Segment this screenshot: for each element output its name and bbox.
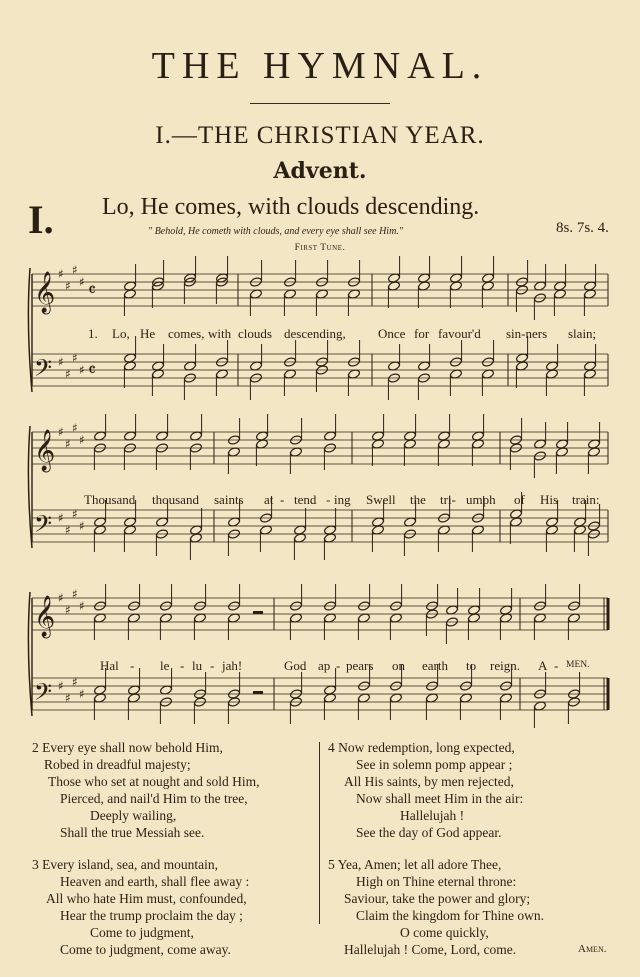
lyric-syllable: descending, xyxy=(284,326,346,341)
verse-line-right: 4 Now redemption, long expected, xyxy=(328,740,515,755)
lyric-syllable: - xyxy=(180,658,185,673)
lyric-syllable: lu xyxy=(192,658,203,673)
lyric-syllable: of xyxy=(514,492,525,507)
lyric-syllable: MEN. xyxy=(566,660,590,670)
key-signature-sharp-icon: ♯ xyxy=(72,263,78,277)
lyric-syllable: reign. xyxy=(490,658,520,673)
verse-line-left: 3 Every island, sea, and mountain, xyxy=(32,857,218,872)
lyric-syllable: He xyxy=(140,326,156,341)
lyric-syllable: Hal xyxy=(100,658,119,673)
lyric-syllable: clouds xyxy=(238,326,272,341)
lyric-syllable: thousand xyxy=(152,492,199,507)
verse-column-divider xyxy=(319,742,320,924)
lyric-syllable: - xyxy=(336,658,341,673)
verse-line-right: O come quickly, xyxy=(400,925,489,940)
lyric-syllable: His xyxy=(540,492,559,507)
verse-line-left: Shall the true Messiah see. xyxy=(60,825,205,840)
key-signature-sharp-icon: ♯ xyxy=(72,421,78,435)
verse-line-right: See in solemn pomp appear ; xyxy=(356,757,513,772)
key-signature-sharp-icon: ♯ xyxy=(58,425,64,439)
lyric-syllable: for xyxy=(414,326,430,341)
key-signature-sharp-icon: ♯ xyxy=(65,691,71,705)
lyric-syllable: - xyxy=(280,492,285,507)
key-signature-sharp-icon: ♯ xyxy=(79,363,85,377)
lyric-syllable: - xyxy=(130,658,135,673)
lyric-syllable: comes, xyxy=(168,326,205,341)
verse-line-right: Hallelujah ! xyxy=(400,808,465,823)
key-signature-sharp-icon: ♯ xyxy=(79,519,85,533)
lyric-syllable: train: xyxy=(572,492,600,507)
lyric-syllable: earth xyxy=(422,658,448,673)
verse-line-left: Pierced, and nail'd Him to the tree, xyxy=(60,791,248,806)
verse-line-left: Hear the trump proclaim the day ; xyxy=(60,908,243,923)
key-signature-sharp-icon: ♯ xyxy=(65,367,71,381)
hymn-title: Lo, He comes, with clouds descending. xyxy=(102,194,480,220)
verse-line-left: 2 Every eye shall now behold Him, xyxy=(32,740,223,755)
lyric-syllable: pears xyxy=(346,658,374,673)
verse-line-right: Hallelujah ! Come, Lord, come. xyxy=(344,942,517,957)
verse-line-right: All His saints, by men rejected, xyxy=(344,774,514,789)
key-signature-sharp-icon: ♯ xyxy=(65,279,71,293)
verse-line-left: Come to judgment, xyxy=(90,925,194,940)
key-signature-sharp-icon: ♯ xyxy=(79,275,85,289)
verse-line-left: All who hate Him must, confounded, xyxy=(46,891,247,906)
verse-line-right: Now shall meet Him in the air: xyxy=(356,791,524,806)
common-time-icon: 𝄴 xyxy=(88,280,97,301)
lyric-syllable: Thousand xyxy=(84,492,136,507)
key-signature-sharp-icon: ♯ xyxy=(79,433,85,447)
verse-line-right: See the day of God appear. xyxy=(356,825,502,840)
lyric-syllable: at xyxy=(264,492,274,507)
key-signature-sharp-icon: ♯ xyxy=(65,437,71,451)
lyric-syllable: to xyxy=(466,658,477,673)
key-signature-sharp-icon: ♯ xyxy=(58,679,64,693)
lyric-syllable: ap xyxy=(318,658,331,673)
lyric-syllable: the xyxy=(410,492,426,507)
treble-clef-icon: 𝄞 xyxy=(34,430,56,471)
lyric-syllable: - xyxy=(210,658,215,673)
lyric-syllable: sin-ners xyxy=(506,326,548,341)
key-signature-sharp-icon: ♯ xyxy=(79,687,85,701)
key-signature-sharp-icon: ♯ xyxy=(72,587,78,601)
verse-line-left: Deeply wailing, xyxy=(90,808,177,823)
verse-line-right: Amen. xyxy=(578,943,607,955)
lyric-syllable: le xyxy=(160,658,170,673)
verse-line-left: Robed in dreadful majesty; xyxy=(44,757,191,772)
verse-line-left: Heaven and earth, shall flee away : xyxy=(60,874,250,889)
hymn-scripture-quote: " Behold, He cometh with clouds, and every eye shall see Him." xyxy=(148,226,403,237)
key-signature-sharp-icon: ♯ xyxy=(58,355,64,369)
key-signature-sharp-icon: ♯ xyxy=(65,603,71,617)
lyric-syllable: with xyxy=(208,326,232,341)
lyric-syllable: - xyxy=(326,492,331,507)
key-signature-sharp-icon: ♯ xyxy=(72,351,78,365)
bass-clef-icon: 𝄢 xyxy=(34,510,53,543)
lyric-syllable: tri- xyxy=(440,492,456,507)
lyric-syllable: favour'd xyxy=(438,326,481,341)
lyric-syllable: 1. xyxy=(88,326,98,341)
common-time-icon: 𝄴 xyxy=(88,360,97,381)
section-title: I.—THE CHRISTIAN YEAR. xyxy=(155,122,485,149)
key-signature-sharp-icon: ♯ xyxy=(72,507,78,521)
key-signature-sharp-icon: ♯ xyxy=(79,599,85,613)
verse-line-right: High on Thine eternal throne: xyxy=(356,874,517,889)
bass-clef-icon: 𝄢 xyxy=(34,354,53,387)
treble-clef-icon: 𝄞 xyxy=(34,272,56,313)
lyric-syllable: jah! xyxy=(222,658,243,673)
verse-line-right: Saviour, take the power and glory; xyxy=(344,891,531,906)
key-signature-sharp-icon: ♯ xyxy=(65,523,71,537)
book-title: THE HYMNAL. xyxy=(151,45,489,87)
bass-clef-icon: 𝄢 xyxy=(34,678,53,711)
tune-label: First Tune. xyxy=(294,243,346,253)
lyric-syllable: saints xyxy=(214,492,244,507)
treble-clef-icon: 𝄞 xyxy=(34,596,56,637)
key-signature-sharp-icon: ♯ xyxy=(58,267,64,281)
verse-line-left: Come to judgment, come away. xyxy=(60,942,231,957)
hymn-number: I. xyxy=(28,197,54,242)
half-rest-icon xyxy=(253,611,263,614)
lyric-syllable: Once xyxy=(378,326,406,341)
key-signature-sharp-icon: ♯ xyxy=(58,511,64,525)
verse-line-left: Those who set at nought and sold Him, xyxy=(48,774,260,789)
lyric-syllable: A xyxy=(538,658,548,673)
verse-line-right: Claim the kingdom for Thine own. xyxy=(356,908,544,923)
key-signature-sharp-icon: ♯ xyxy=(72,675,78,689)
verse-line-right: 5 Yea, Amen; let all adore Thee, xyxy=(328,857,502,872)
lyric-syllable: on xyxy=(392,658,405,673)
half-rest-icon xyxy=(253,691,263,694)
hymn-meter: 8s. 7s. 4. xyxy=(556,220,609,236)
lyric-syllable: - xyxy=(554,658,559,673)
lyric-syllable: ing xyxy=(334,492,351,507)
lyric-syllable: slain; xyxy=(568,326,597,341)
season-title: Advent. xyxy=(273,158,367,184)
lyric-syllable: Swell xyxy=(366,492,396,507)
lyric-syllable: tend xyxy=(294,492,317,507)
lyric-syllable: Lo, xyxy=(112,326,130,341)
lyric-syllable: umph xyxy=(466,492,496,507)
key-signature-sharp-icon: ♯ xyxy=(58,591,64,605)
lyric-syllable: God xyxy=(284,658,307,673)
